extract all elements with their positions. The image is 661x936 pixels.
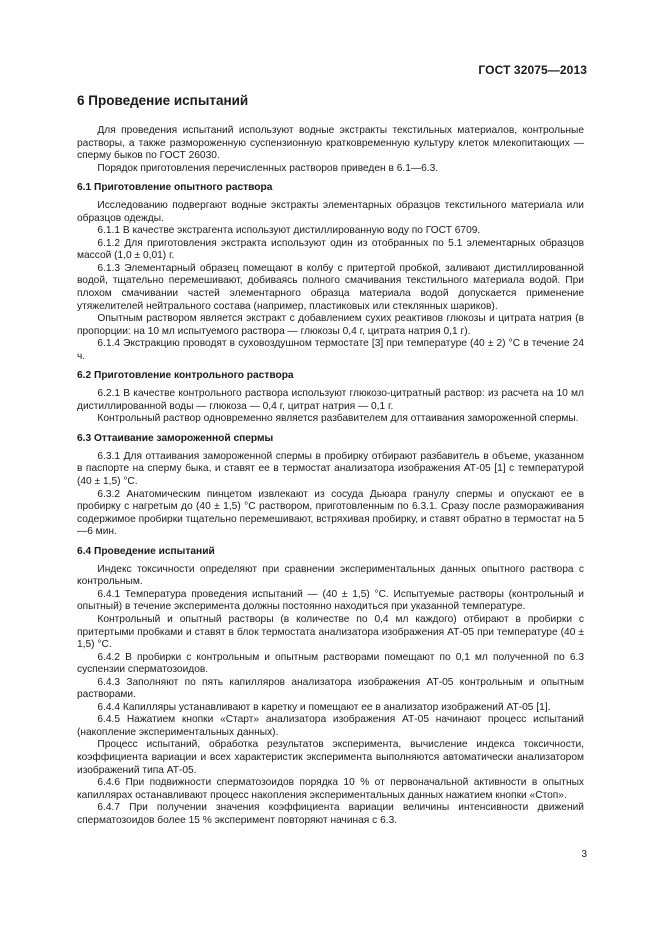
paragraph-6-4-3: 6.4.3 Заполняют по пять капилляров анализатора изображения АТ-05 контрольным и опытным растворами.: [77, 676, 584, 701]
paragraph-6-4-1: 6.4.1 Температура проведения испытаний — (40 ± 1,5) °С. Испытуемые растворы (контрольный и опытный) в течение эксперимента должны постоянно находиться при указанной температуре.: [77, 588, 584, 613]
subsection-heading-6-2: 6.2 Приготовление контрольного раствора: [77, 370, 294, 382]
paragraph-6-3-1: 6.3.1 Для оттаивания замороженной спермы в пробирку отбирают разбавитель в объеме, указанном в паспорте на сперму быка, и ставят ее в термостат анализатора изображения АТ-05 [1] с температурой (40 ± 1,5) °С.: [77, 450, 584, 488]
paragraph-6-4-6: 6.4.6 При подвижности сперматозоидов порядка 10 % от первоначальной активности в опытных капиллярах останавливают процесс накопления экспериментальных данных нажатием кнопки «Стоп».: [77, 777, 584, 801]
paragraph-6-4-5-process: Процесс испытаний, обработка результатов эксперимента, вычисление индекса токсичности, коэффициента вариации и всех характеристик эксперимента выполняются автоматически анализатором изображений типа АТ-05.: [77, 739, 584, 776]
paragraph-6-1-3: 6.1.3 Элементарный образец помещают в колбу с притертой пробкой, заливают дистиллированной водой, тщательно перемешивают, добиваясь полного смачивания текстильного материала водой. При плохом смачивании частей элементарного образца материала водой допускается применение утяжелителей нейтрального состава (например, пластиковых или стеклянных шариков).: [77, 262, 584, 312]
page-number: 3: [581, 849, 587, 860]
subsection-heading-6-4: 6.4 Проведение испытаний: [77, 545, 215, 557]
section-heading: 6 Проведение испытаний: [77, 93, 249, 108]
paragraph-6-4: Индекс токсичности определяют при сравнении экспериментальных данных опытного раствора с контрольным.: [77, 563, 584, 588]
paragraph-6-4-2: 6.4.2 В пробирки с контрольным и опытным растворами помещают по 0,1 мл полученной по 6.3 суспензии сперматозоидов.: [77, 651, 584, 676]
paragraph-intro-order: Порядок приготовления перечисленных растворов приведен в 6.1—6.3.: [97, 162, 439, 174]
paragraph-6-1-3-solution: Опытным раствором является экстракт с добавлением сухих реактивов глюкозы и цитрата натрия (в пропорции: на 10 мл испытуемого раствора — глюкозы 0,4 г, цитрата натрия 0,1 г).: [77, 313, 584, 337]
subsection-heading-6-1: 6.1 Приготовление опытного раствора: [77, 182, 273, 194]
paragraph-6-4-7: 6.4.7 При получении значения коэффициента вариации величины интенсивности движений сперматозоидов более 15 % эксперимент повторяют начиная с 6.3.: [77, 802, 584, 826]
paragraph-6-2-1: 6.2.1 В качестве контрольного раствора используют глюкозо-цитратный раствор: из расчета на 10 мл дистиллированной воды — глюкоза — 0,4 г, цитрат натрия — 0,1 г.: [77, 388, 584, 412]
paragraph-6-2-1-diluent: Контрольный раствор одновременно является разбавителем для оттаивания замороженной спермы.: [97, 413, 579, 425]
paragraph-6-4-5: 6.4.5 Нажатием кнопки «Старт» анализатора изображения АТ-05 начинают процесс испытаний (накопление экспериментальных данных).: [77, 714, 584, 738]
paragraph-6-1: Исследованию подвергают водные экстракты элементарных образцов текстильного материала или образцов одежды.: [77, 200, 584, 224]
paragraph-6-1-4: 6.1.4 Экстракцию проводят в суховоздушном термостате [3] при температуре (40 ± 2) °С в течение 24 ч.: [77, 338, 584, 362]
subsection-heading-6-3: 6.3 Оттаивание замороженной спермы: [77, 432, 274, 444]
paragraph-6-4-4: 6.4.4 Капилляры устанавливают в каретку и помещают ее в анализатор изображений АТ-05 [1].: [97, 701, 551, 713]
page-content: [77, 93, 584, 827]
paragraph-6-3-2: 6.3.2 Анатомическим пинцетом извлекают из сосуда Дьюара гранулу спермы и опускают ее в пробирку с нагретым до (40 ± 1,5) °С раствором, приготовленным по 6.3.1. Сразу после размораживания содержимое пробирки тщательно перемешивают, встряхивая пробирку, и ставят обратно в термостат на 5—6 мин.: [77, 488, 584, 538]
document-standard-number: ГОСТ 32075—2013: [478, 63, 587, 77]
paragraph-6-1-2: 6.1.2 Для приготовления экстракта используют один из отобранных по 5.1 элементарных образцов массой (1,0 ± 0,01) г.: [77, 237, 584, 262]
paragraph-intro: Для проведения испытаний используют водные экстракты текстильных материалов, контрольные растворы, а также размороженную суспензионную кратковременную культуру клеток млекопитающих — сперму быков по ГОСТ 26030.: [77, 125, 584, 162]
paragraph-6-4-1-solutions: Контрольный и опытный растворы (в количестве по 0,4 мл каждого) отбирают в пробирки с притертыми пробками и ставят в блок термостата анализатора изображения АТ-05 при температуре (40 ± 1,5) °С.: [77, 613, 584, 651]
paragraph-6-1-1: 6.1.1 В качестве экстрагента используют дистиллированную воду по ГОСТ 6709.: [97, 225, 481, 237]
